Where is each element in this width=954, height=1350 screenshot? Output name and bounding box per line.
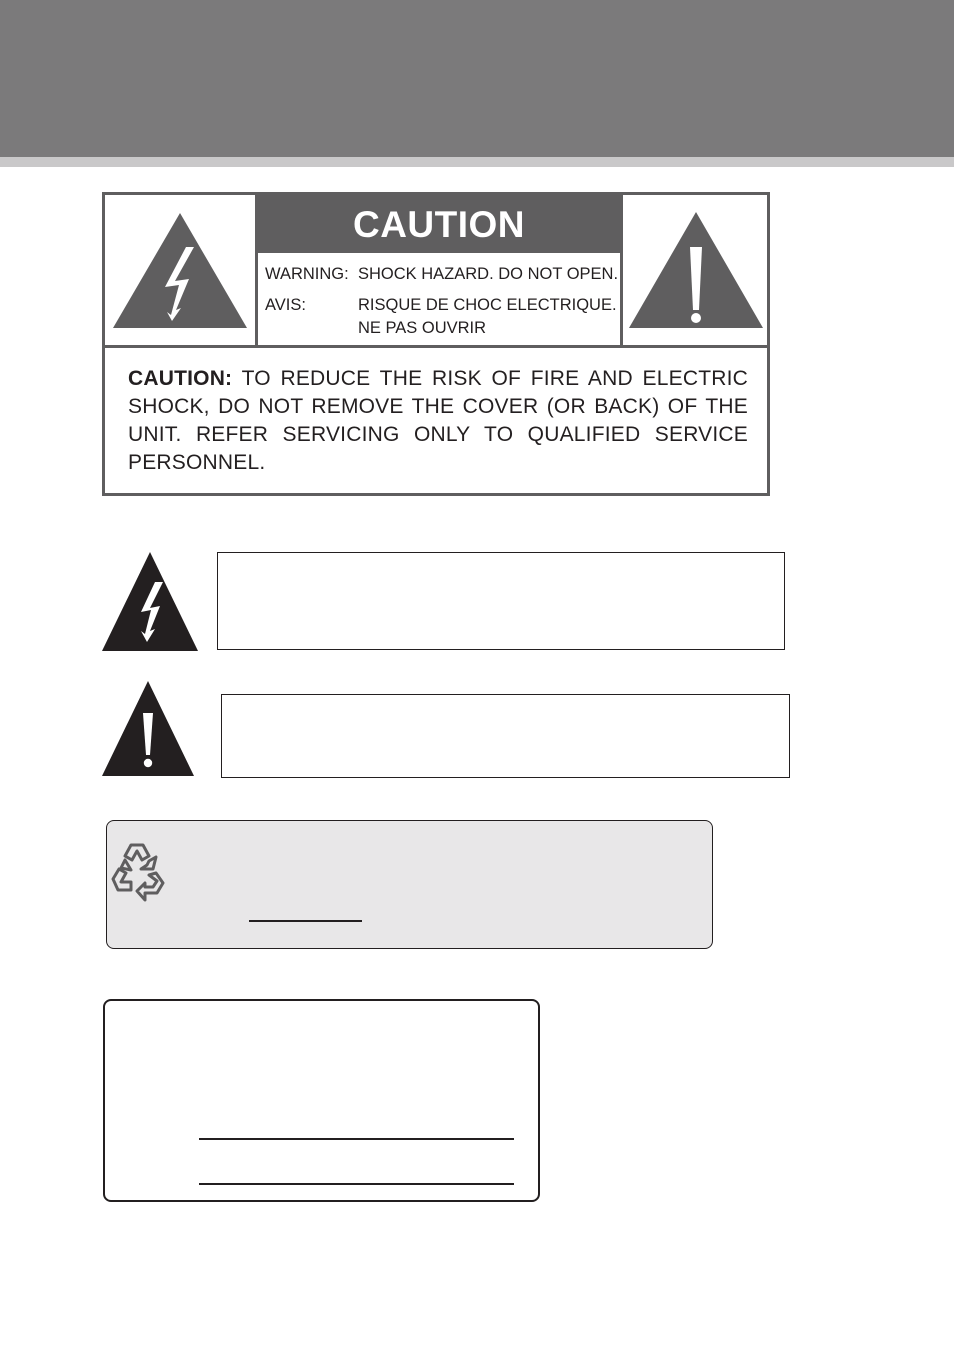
label-left-cell [105,195,258,345]
recycle-link-underline [249,920,362,922]
recycle-icon [109,841,171,905]
label-right-cell [620,195,770,345]
lightning-explanation-box [217,552,785,650]
label-divider [105,345,767,348]
caution-body-text: TO REDUCE THE RISK OF FIRE AND ELECTRIC SHOCK, DO NOT REMOVE THE COVER (OR BACK) OF THE UNIT. REFER SERVICING ONLY TO QUALIFIED SERVICE PERSONNEL. [128,367,749,474]
warning-text: SHOCK HAZARD. DO NOT OPEN. [358,265,619,283]
warning-prefix: WARNING: [265,265,349,283]
record-box [103,999,540,1202]
avis-line-1: RISQUE DE CHOC ELECTRIQUE. [358,296,617,314]
caution-label [102,192,770,496]
exclamation-explanation-box [221,694,790,778]
caution-body-lead: CAUTION: [128,367,233,390]
record-line-2 [199,1183,514,1185]
header-stripe [0,157,954,167]
recycle-notice-box [106,820,713,949]
exclamation-warning-icon [623,195,770,345]
header-band [0,0,954,157]
lightning-warning-icon [105,195,255,345]
exclamation-warning-icon [101,679,195,777]
avis-line-2: NE PAS OUVRIR [358,319,487,337]
caution-body [128,365,748,477]
lightning-warning-icon [101,550,199,652]
record-line-1 [199,1138,514,1140]
avis-prefix: AVIS: [265,296,306,314]
caution-title: CAUTION [258,195,620,253]
